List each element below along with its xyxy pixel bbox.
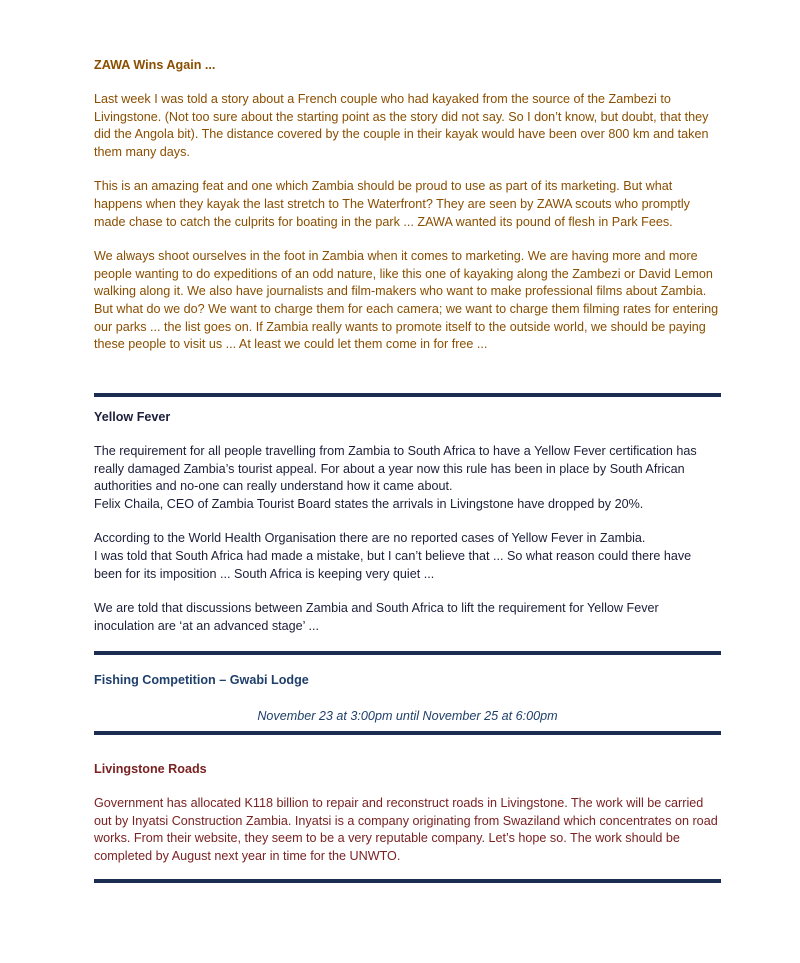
section-title-yellow-fever: Yellow Fever (94, 410, 171, 424)
section-zawa (94, 56, 721, 354)
section-divider (94, 651, 721, 655)
section-title-roads: Livingstone Roads (94, 762, 207, 776)
section-roads (94, 760, 721, 865)
yellow-paragraph-1: The requirement for all people travelling from Zambia to South Africa to have a Yellow Fever certification has really damaged Zambia’s tourist appeal. For about a year now this rule has been in place by South African authorities and no-one can really understand how it came about. (94, 444, 697, 494)
section-yellow-fever (94, 408, 721, 635)
section-divider (94, 731, 721, 735)
yellow-paragraph-1b: Felix Chaila, CEO of Zambia Tourist Board states the arrivals in Livingstone have dropped by 20%. (94, 496, 644, 511)
section-divider (94, 393, 721, 397)
section-title-fishing: Fishing Competition – Gwabi Lodge (94, 673, 309, 687)
fishing-dates: November 23 at 3:00pm until November 25 at 6:00pm (257, 709, 558, 723)
zawa-paragraph-1: Last week I was told a story about a French couple who had kayaked from the source of the Zambezi to Livingstone. (Not too sure about the starting point as the story did not say. So I don’t know, but doubt, that they did the Angola bit). The distance covered by the couple in their kayak would have been over 800 km and taken them many days. (94, 92, 709, 159)
yellow-paragraph-2: According to the World Health Organisation there are no reported cases of Yellow Fever in Zambia. (94, 531, 646, 546)
zawa-paragraph-2: This is an amazing feat and one which Zambia should be proud to use as part of its marketing. But what happens when they kayak the last stretch to The Waterfront? They are seen by ZAWA scouts who promptly made chase to catch the culprits for boating in the park ... ZAWA wanted its pound of flesh in Park Fees. (94, 179, 690, 229)
yellow-paragraph-3: We are told that discussions between Zambia and South Africa to lift the requirement for Yellow Fever inoculation are ‘at an advanced stage’ ... (94, 601, 659, 633)
section-fishing (94, 671, 721, 725)
section-divider (94, 879, 721, 883)
section-title-zawa: ZAWA Wins Again ... (94, 58, 216, 72)
roads-paragraph-1: Government has allocated K118 billion to repair and reconstruct roads in Livingstone. The work will be carried out by Inyatsi Construction Zambia. Inyatsi is a company originating from Swaziland which concentrates on road works. From their website, they seem to be a very reputable company. Let’s hope so. The work should be completed by August next year in time for the UNWTO. (94, 796, 718, 863)
zawa-paragraph-3: We always shoot ourselves in the foot in Zambia when it comes to marketing. We are having more and more people wanting to do expeditions of an odd nature, like this one of kayaking along the Zambezi or David Lemon walking along it. We also have journalists and film-makers who want to make professional films about Zambia. But what do we do? We want to charge them for each camera; we want to charge them filming rates for entering our parks ... the list goes on. If Zambia really wants to promote itself to the outside world, we should be paying these people to visit us ... At least we could let them come in for free ... (94, 249, 719, 352)
yellow-paragraph-2b: I was told that South Africa had made a mistake, but I can’t believe that ... So what reason could there have been for its imposition ... South Africa is keeping very quiet ... (94, 548, 692, 581)
